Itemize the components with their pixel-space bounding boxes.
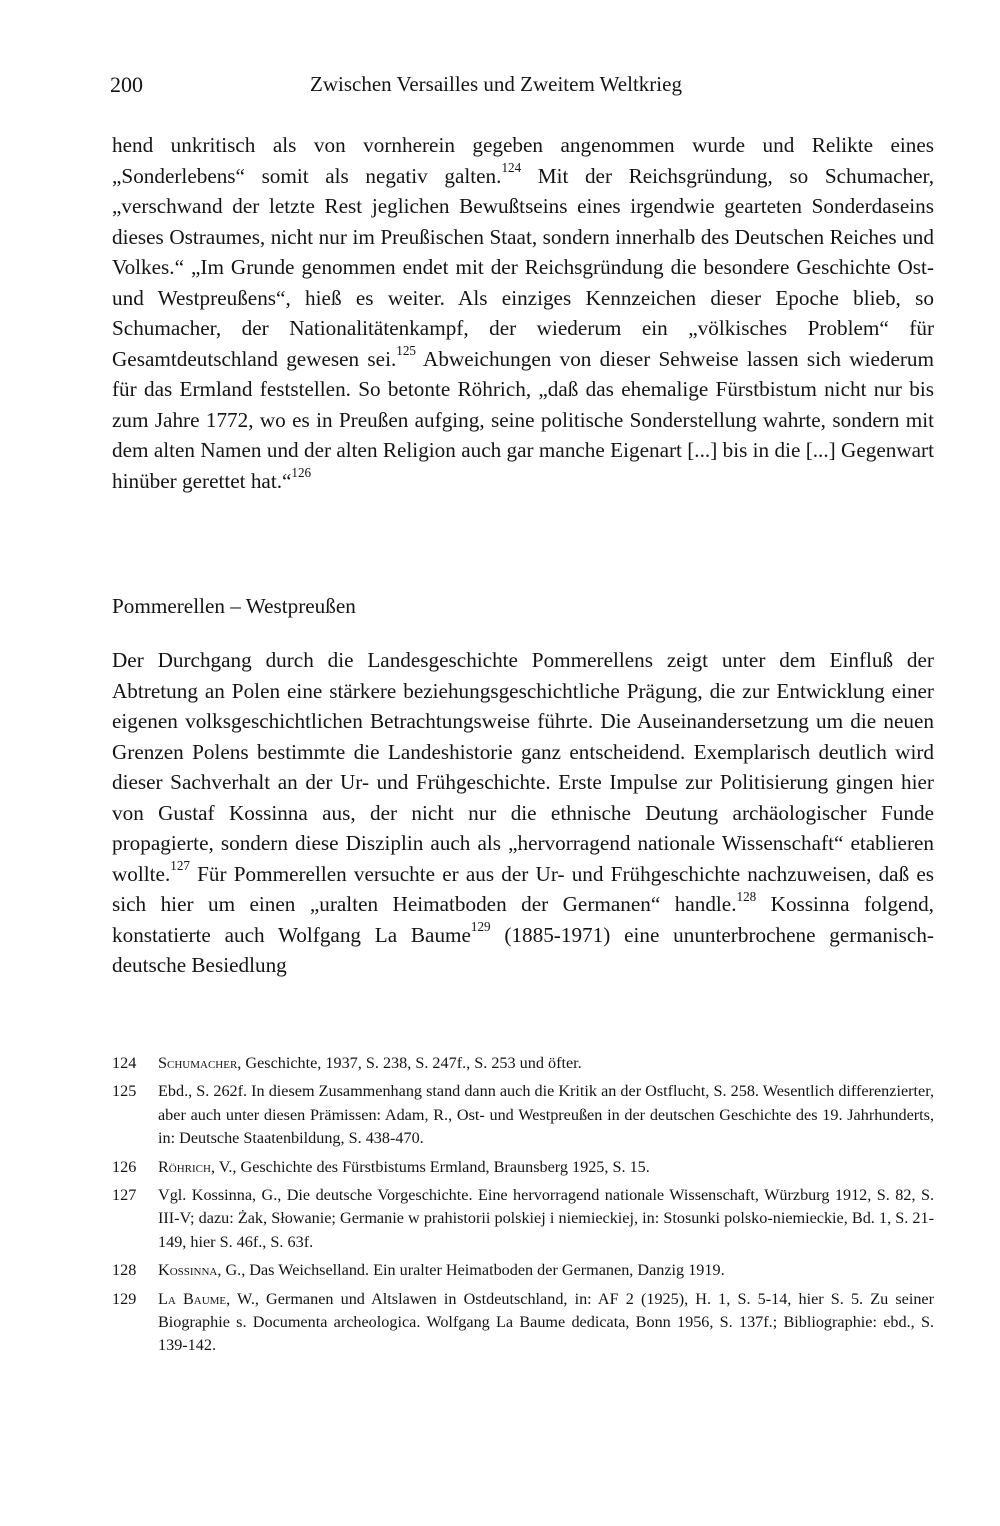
footnote: [112, 1288, 934, 1358]
page-header: [110, 72, 940, 104]
footnote: [112, 1156, 934, 1179]
footnote-number: 128: [112, 1261, 137, 1280]
footnote-number: 127: [112, 1186, 137, 1205]
footnote-number: 126: [112, 1157, 137, 1176]
footnote-ref[interactable]: 124: [501, 160, 522, 176]
paragraph-2-text: [112, 645, 934, 981]
footnote-text: Vgl. Kossinna, G., Die deutsche Vorgeschichte. Eine hervorragend nationale Wissenschaft, Würzburg 1912, S. 82, S. III-V; dazu: Żak, Słowanie; Germanie w prahistorii polskiej i niemieckiej, in: Stosunki polsko-niemieckie, Bd. 1, S. 21-149, hier S. 46f., S. 63f.: [158, 1186, 934, 1251]
paragraph-2: [112, 645, 934, 981]
text-run: Kossinna folgend, konstatierte auch Wolfgang La Baume: [112, 892, 934, 947]
footnote-text: , Geschichte, 1937, S. 238, S. 247f., S. 253 und öfter.: [237, 1054, 582, 1072]
footnote-text: , V., Geschichte des Fürstbistums Ermland, Braunsberg 1925, S. 15.: [210, 1157, 650, 1176]
footnote-ref[interactable]: 129: [470, 919, 491, 935]
footnote-number: 124: [112, 1054, 137, 1072]
footnote: [112, 1052, 934, 1075]
page-number: 200: [110, 72, 143, 97]
footnote-ref[interactable]: 126: [291, 465, 312, 481]
footnote-text: Ebd., S. 262f. In diesem Zusammenhang stand dann auch die Kritik an der Ostflucht, S. 258. Wesentlich differenzierter, aber auch unter diesen Prämissen: Adam, R., Ost- und Westpreußen in der deutschen Geschichte des 19. Jahrhunderts, in: Deutsche Staatenbildung, S. 438-470.: [158, 1082, 934, 1148]
running-title: Zwischen Versailles und Zweitem Weltkrieg: [310, 72, 682, 96]
footnote: [112, 1080, 934, 1150]
footnote: [112, 1259, 934, 1282]
section-heading: Pommerellen – Westpreußen: [112, 594, 356, 618]
text-run: Abweichungen von dieser Sehweise lassen sich wiederum für das Ermland feststellen. So betonte Röhrich, „daß das ehemalige Fürstbistum nicht nur bis zum Jahre 1772, wo es in Preußen aufging, seine politische Sonderstellung wahrte, sondern mit dem alten Namen und der alten Religion auch gar manche Eigenart [...] bis in die [...] Gegenwart hinüber gerettet hat.“: [112, 346, 934, 493]
footnote-ref[interactable]: 125: [396, 343, 416, 359]
footnote-ref[interactable]: 127: [170, 858, 190, 874]
footnote-number: 129: [112, 1289, 137, 1308]
text-run: Der Durchgang durch die Landesgeschichte Pommerellens zeigt unter dem Einfluß der Abtretung an Polen eine stärkere beziehungsgeschichtliche Prägung, die zur Entwicklung einer eigenen volksgeschichtlichen Betrachtungsweise führte. Die Auseinandersetzung um die neuen Grenzen Polens bestimmte die Landeshistorie ganz entscheidend. Exemplarisch deutlich wird dieser Sachverhalt an der Ur- und Frühgeschichte. Erste Impulse zur Politisierung gingen hier von Gustaf Kossinna aus, der nicht nur die ethnische Deutung archäologischer Funde propagierte, sondern diese Disziplin auch als „hervorragend nationale Wissenschaft“ etablieren wollte.: [112, 648, 934, 886]
paragraph-1-text: [112, 130, 934, 496]
footnote-text: , W., Germanen und Altslawen in Ostdeutschland, in: AF 2 (1925), H. 1, S. 5-14, hier S. 5. Zu seiner Biographie s. Documenta archeologica. Wolfgang La Baume dedicata, Bonn 1956, S. 137f.; Bibliographie: ebd., S. 139-142.: [158, 1289, 934, 1355]
footnote-ref[interactable]: 128: [736, 888, 757, 904]
footnote-author: La Baume: [158, 1289, 227, 1308]
paragraph-1: [112, 130, 934, 496]
text-run: (1885-1971) eine ununterbrochene germanisch-deutsche Besiedlung: [112, 922, 934, 977]
text-run: Für Pommerellen versuchte er aus der Ur- und Frühgeschichte nachzuweisen, daß es sich hier um einen „uralten Heimatboden der Germanen“ handle.: [112, 861, 934, 916]
footnote-author: Schumacher: [158, 1054, 238, 1072]
text-run: hend unkritisch als von vornherein gegeben angenommen wurde und Relikte eines „Sonderlebens“ somit als negativ galten.: [112, 133, 934, 188]
footnote: [112, 1184, 934, 1254]
footnotes: [112, 1052, 934, 1363]
footnote-author: Kossinna: [158, 1261, 218, 1280]
footnote-author: Röhrich: [158, 1157, 211, 1176]
footnote-text: , G., Das Weichselland. Ein uralter Heimatboden der Germanen, Danzig 1919.: [217, 1261, 725, 1280]
footnote-number: 125: [112, 1082, 137, 1101]
text-run: Mit der Reichsgründung, so Schumacher, „verschwand der letzte Rest jeglichen Bewußtseins eines irgendwie gearteten Sonderdaseins dieses Ostraumes, nicht nur im Preußischen Staat, sondern innerhalb des Deutschen Reiches und Volkes.“ „Im Grunde genommen endet mit der Reichsgründung die besondere Geschichte Ost- und Westpreußens“, hieß es weiter. Als einziges Kennzeichen dieser Epoche blieb, so Schumacher, der Nationalitätenkampf, der wiederum ein „völkisches Problem“ für Gesamtdeutschland gewesen sei.: [112, 163, 934, 371]
